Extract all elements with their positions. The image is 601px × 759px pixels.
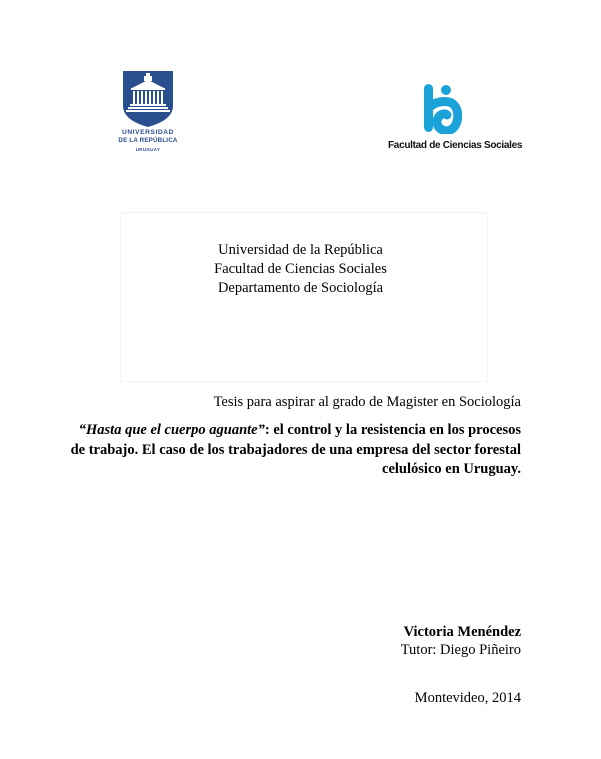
institution-name: Universidad de la República <box>218 242 383 258</box>
degree-statement: Tesis para aspirar al grado de Magister en Sociología <box>213 394 521 410</box>
department-name: Departamento de Sociología <box>217 280 384 296</box>
author-name: Victoria Menéndez <box>403 624 521 640</box>
universidad-de-la-republica-logo <box>113 68 183 160</box>
thesis-title <box>61 421 521 480</box>
udelar-logo-line1: UNIVERSIDAD <box>121 129 175 136</box>
facultad-ciencias-sociales-logo <box>388 80 523 154</box>
udelar-logo-line2: DE LA REPÚBLICA <box>118 137 178 144</box>
fcs-k-mark-icon <box>422 82 462 134</box>
tutor-name: Tutor: Diego Piñeiro <box>400 642 521 658</box>
udelar-logo-line3: URUGUAY <box>135 147 161 152</box>
fcs-logo-text: Facultad de Ciencias Sociales <box>388 140 523 151</box>
place-date: Montevideo, 2014 <box>414 690 521 706</box>
university-building-icon <box>122 70 174 128</box>
thesis-title-italic: “Hasta que el cuerpo aguante” <box>78 422 265 438</box>
thesis-title-rest: : el control y la resistencia en los procesos de trabajo. El caso de los trabajadores de una empresa del sector forestal celulósico en Uruguay. <box>70 422 521 477</box>
faculty-name: Facultad de Ciencias Sociales <box>214 261 387 277</box>
